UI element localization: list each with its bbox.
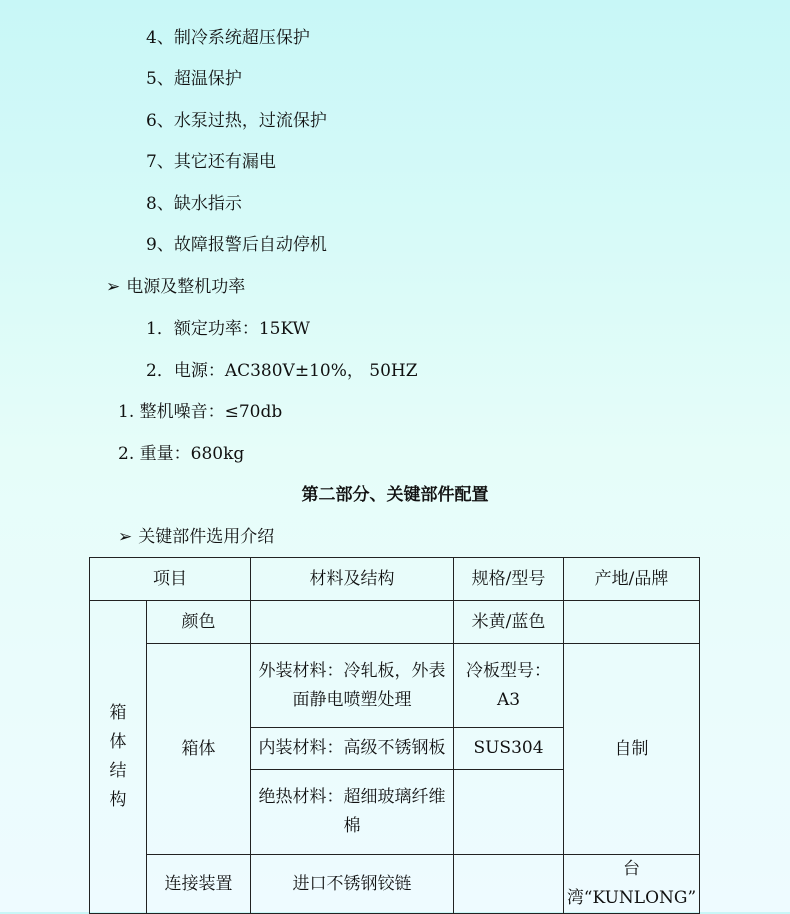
key-parts-title xyxy=(118,525,274,549)
table-header-row xyxy=(90,558,700,601)
cell-text-line: 棉 xyxy=(343,816,361,836)
header-item: 项目 xyxy=(90,558,251,601)
list-item: 7、其它还有漏电 xyxy=(146,152,276,172)
cell-text-line: 外装材料：冷轧板，外表 xyxy=(258,660,446,681)
section-heading: 第二部分、关键部件配置 xyxy=(301,485,489,505)
header-brand: 产地/品牌 xyxy=(564,558,700,601)
cell-material: 进口不锈钢铰链 xyxy=(251,855,454,914)
cell-material xyxy=(251,601,454,644)
group-label-char: 结 xyxy=(109,761,127,781)
power-section-title xyxy=(106,275,245,299)
arrow-bullet-icon: ➢ xyxy=(118,527,133,547)
cell-spec: 米黄/蓝色 xyxy=(454,601,564,644)
group-label-char: 体 xyxy=(109,732,127,752)
section-title-text: 关键部件选用介绍 xyxy=(138,527,275,547)
arrow-bullet-icon: ➢ xyxy=(106,277,121,297)
cell-text-line: 面静电喷塑处理 xyxy=(292,689,412,710)
cell-spec xyxy=(454,855,564,914)
list-item: 2. 重量：680kg xyxy=(118,444,245,464)
table-row xyxy=(90,855,700,914)
cell-item: 颜色 xyxy=(147,601,251,644)
cell-material xyxy=(251,644,454,728)
group-label-cell xyxy=(90,601,147,914)
cell-material xyxy=(251,770,454,855)
list-item: 9、故障报警后自动停机 xyxy=(146,235,327,255)
header-spec: 规格/型号 xyxy=(454,558,564,601)
cell-spec: 冷板型号：A3 xyxy=(454,644,564,728)
list-item: 1．额定功率：15KW xyxy=(146,319,311,339)
cell-material: 内装材料：高级不锈钢板 xyxy=(251,728,454,770)
cell-brand: 自制 xyxy=(564,644,700,855)
table-row xyxy=(90,644,700,728)
cell-brand: 台湾“KUNLONG” xyxy=(564,855,700,914)
cell-spec xyxy=(454,770,564,855)
list-item: 1. 整机噪音：≤70db xyxy=(118,402,283,422)
group-label-char: 构 xyxy=(109,790,127,810)
group-label-char: 箱 xyxy=(109,703,127,723)
list-item: 5、超温保护 xyxy=(146,69,242,89)
cell-brand xyxy=(564,601,700,644)
cell-spec: SUS304 xyxy=(454,728,564,770)
table-row xyxy=(90,601,700,644)
cell-text-line: 绝热材料：超细玻璃纤维 xyxy=(258,787,446,807)
header-material: 材料及结构 xyxy=(251,558,454,601)
list-item: 4、制冷系统超压保护 xyxy=(146,28,310,48)
cell-item: 连接装置 xyxy=(147,855,251,914)
list-item: 6、水泵过热，过流保护 xyxy=(146,111,327,131)
key-parts-table xyxy=(89,557,700,914)
section-title-text: 电源及整机功率 xyxy=(126,277,246,297)
cell-item: 箱体 xyxy=(147,644,251,855)
list-item: 2．电源：AC380V±10%， 50HZ xyxy=(146,361,418,381)
list-item: 8、缺水指示 xyxy=(146,194,242,214)
